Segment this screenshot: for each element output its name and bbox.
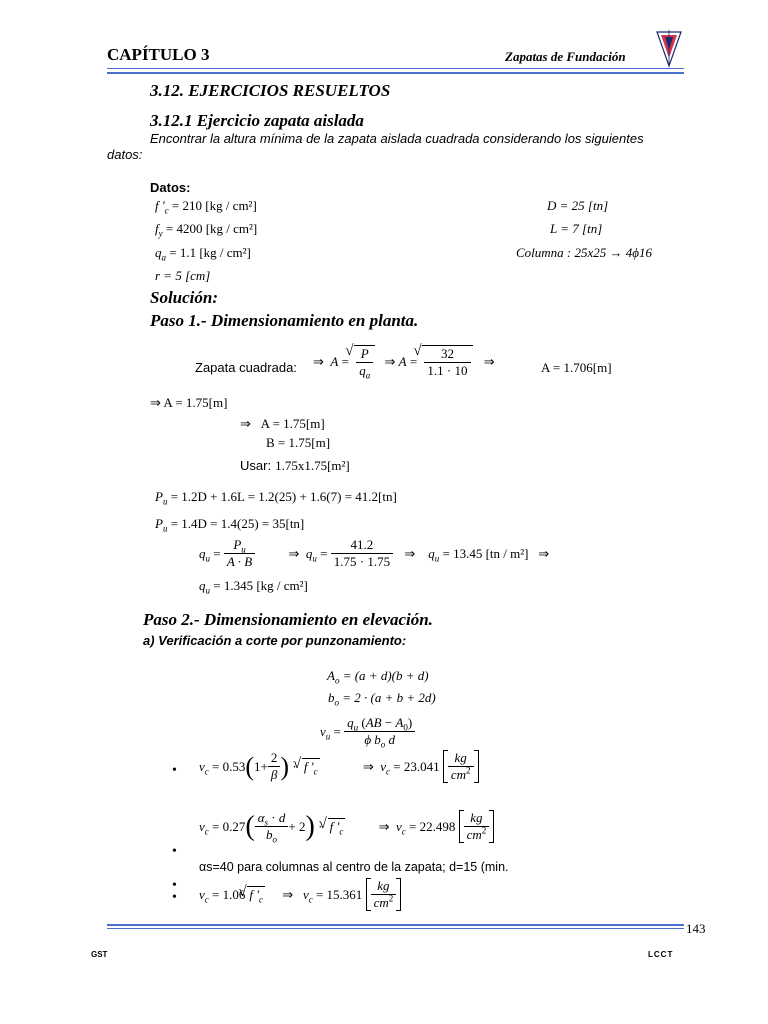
vc-equation-3: $v_c = 1.06√$ f '$_c$ ⇒ $v_c = 15.361$ $\frac{kg}{cm^2}$ <box>199 878 401 911</box>
bullet-1: • <box>172 763 177 778</box>
datos-label: Datos: <box>150 180 191 195</box>
intro-line-1: Encontrar la altura mínima de la zapata aislada cuadrada considerando los siguientes <box>150 131 644 146</box>
header-title: Zapatas de Fundación <box>505 49 626 64</box>
header-rule-top <box>107 68 684 69</box>
bullet-4: • <box>172 890 177 905</box>
datos-L: L = 7 [tn] <box>550 221 603 236</box>
qu-final: $q_u = 1.345$ [kg / cm²] <box>199 578 308 596</box>
footer-left: GST <box>91 950 108 959</box>
section-title: 3.12. EJERCICIOS RESUELTOS <box>150 81 391 100</box>
area-result: A = 1.706[m] <box>541 360 612 375</box>
footer-rule-bottom <box>107 928 684 929</box>
usar-line: Usar: 1.75x1.75[m²] <box>240 458 350 473</box>
Ao-equation: $A_o = (a + d)(b + d)$ <box>327 668 429 686</box>
qu-equation: $q_u$ = $\frac{P_u}{A \cdot B}$ ⇒ $q_u$ = $\frac{41.2}{1.75 \cdot 1.75}$ ⇒ $q_u = 13.45$ [tn / m²] ⇒ <box>199 537 550 569</box>
footer-right: LCCT <box>648 950 674 959</box>
page-number: 143 <box>686 921 706 936</box>
footer-rule-top <box>107 924 684 926</box>
area-formula: ⇒ A = √ $\frac{P}{q_a}$ ⇒ A = √ $\frac{32}{1.1 \cdot 10}$ ⇒ <box>313 345 495 379</box>
subsection-title: 3.12.1 Ejercicio zapata aislada <box>150 111 364 130</box>
datos-fc: f '$_c = 210$ [kg / cm²] <box>155 198 257 216</box>
bullet-2: • <box>172 844 177 859</box>
area-rounded: ⇒ A = 1.75[m] <box>150 395 228 410</box>
intro-line-2: datos: <box>107 147 143 162</box>
datos-r: r = 5 [cm] <box>155 268 211 283</box>
zapata-label: Zapata cuadrada: <box>195 360 297 375</box>
chapter-label: CAPÍTULO 3 <box>107 45 210 64</box>
paso2-title: Paso 2.- Dimensionamiento en elevación. <box>143 610 433 629</box>
pu-equation-2: $P_u = 1.4D = 1.4(25) = 35[tn]$ <box>155 516 305 534</box>
datos-columna: Columna : 25x25 → 4ϕ16 <box>516 245 652 260</box>
header-rule-bottom <box>107 72 684 74</box>
vc-equation-2: $v_c = 0.27$( $\frac{\alpha_s \cdot d}{b_o}$ + 2) · √ f '$_c$ ⇒ $v_c = 22.498$ $\frac{kg}{cm^2}$ <box>199 810 494 843</box>
area-final-B: B = 1.75[m] <box>266 435 331 450</box>
datos-D: D = 25 [tn] <box>547 198 609 213</box>
bullet-3: • <box>172 878 177 893</box>
vc-equation-1: $v_c = 0.53(1+$ $\frac{2}{\beta}$ ) · √ f '$_c$ ⇒ $v_c = 23.041$ $\frac{kg}{cm^2}$ <box>199 750 479 783</box>
pu-equation-1: $P_u = 1.2D + 1.6L = 1.2(25) + 1.6(7) = 41.2[tn]$ <box>155 489 397 507</box>
university-shield-icon <box>655 30 683 68</box>
area-final-A: ⇒ A = 1.75[m] <box>240 416 325 431</box>
paso1-title: Paso 1.- Dimensionamiento en planta. <box>150 311 419 330</box>
paso2-subtitle: a) Verificación a corte por punzonamiento: <box>143 633 407 648</box>
bo-equation: $b_o = 2 \cdot (a + b + 2d)$ <box>328 690 436 708</box>
alpha-note: αs=40 para columnas al centro de la zapata; d=15 (min. <box>199 860 509 874</box>
vu-equation: $v_u$ = $\frac{q_u (AB - A_0)}{\phi b_o d}$ <box>320 715 415 748</box>
datos-qa: $q_a = 1.1$ [kg / cm²] <box>155 245 251 263</box>
solucion-label: Solución: <box>150 288 219 307</box>
datos-fy: $f_y = 4200$ [kg / cm²] <box>155 221 258 239</box>
